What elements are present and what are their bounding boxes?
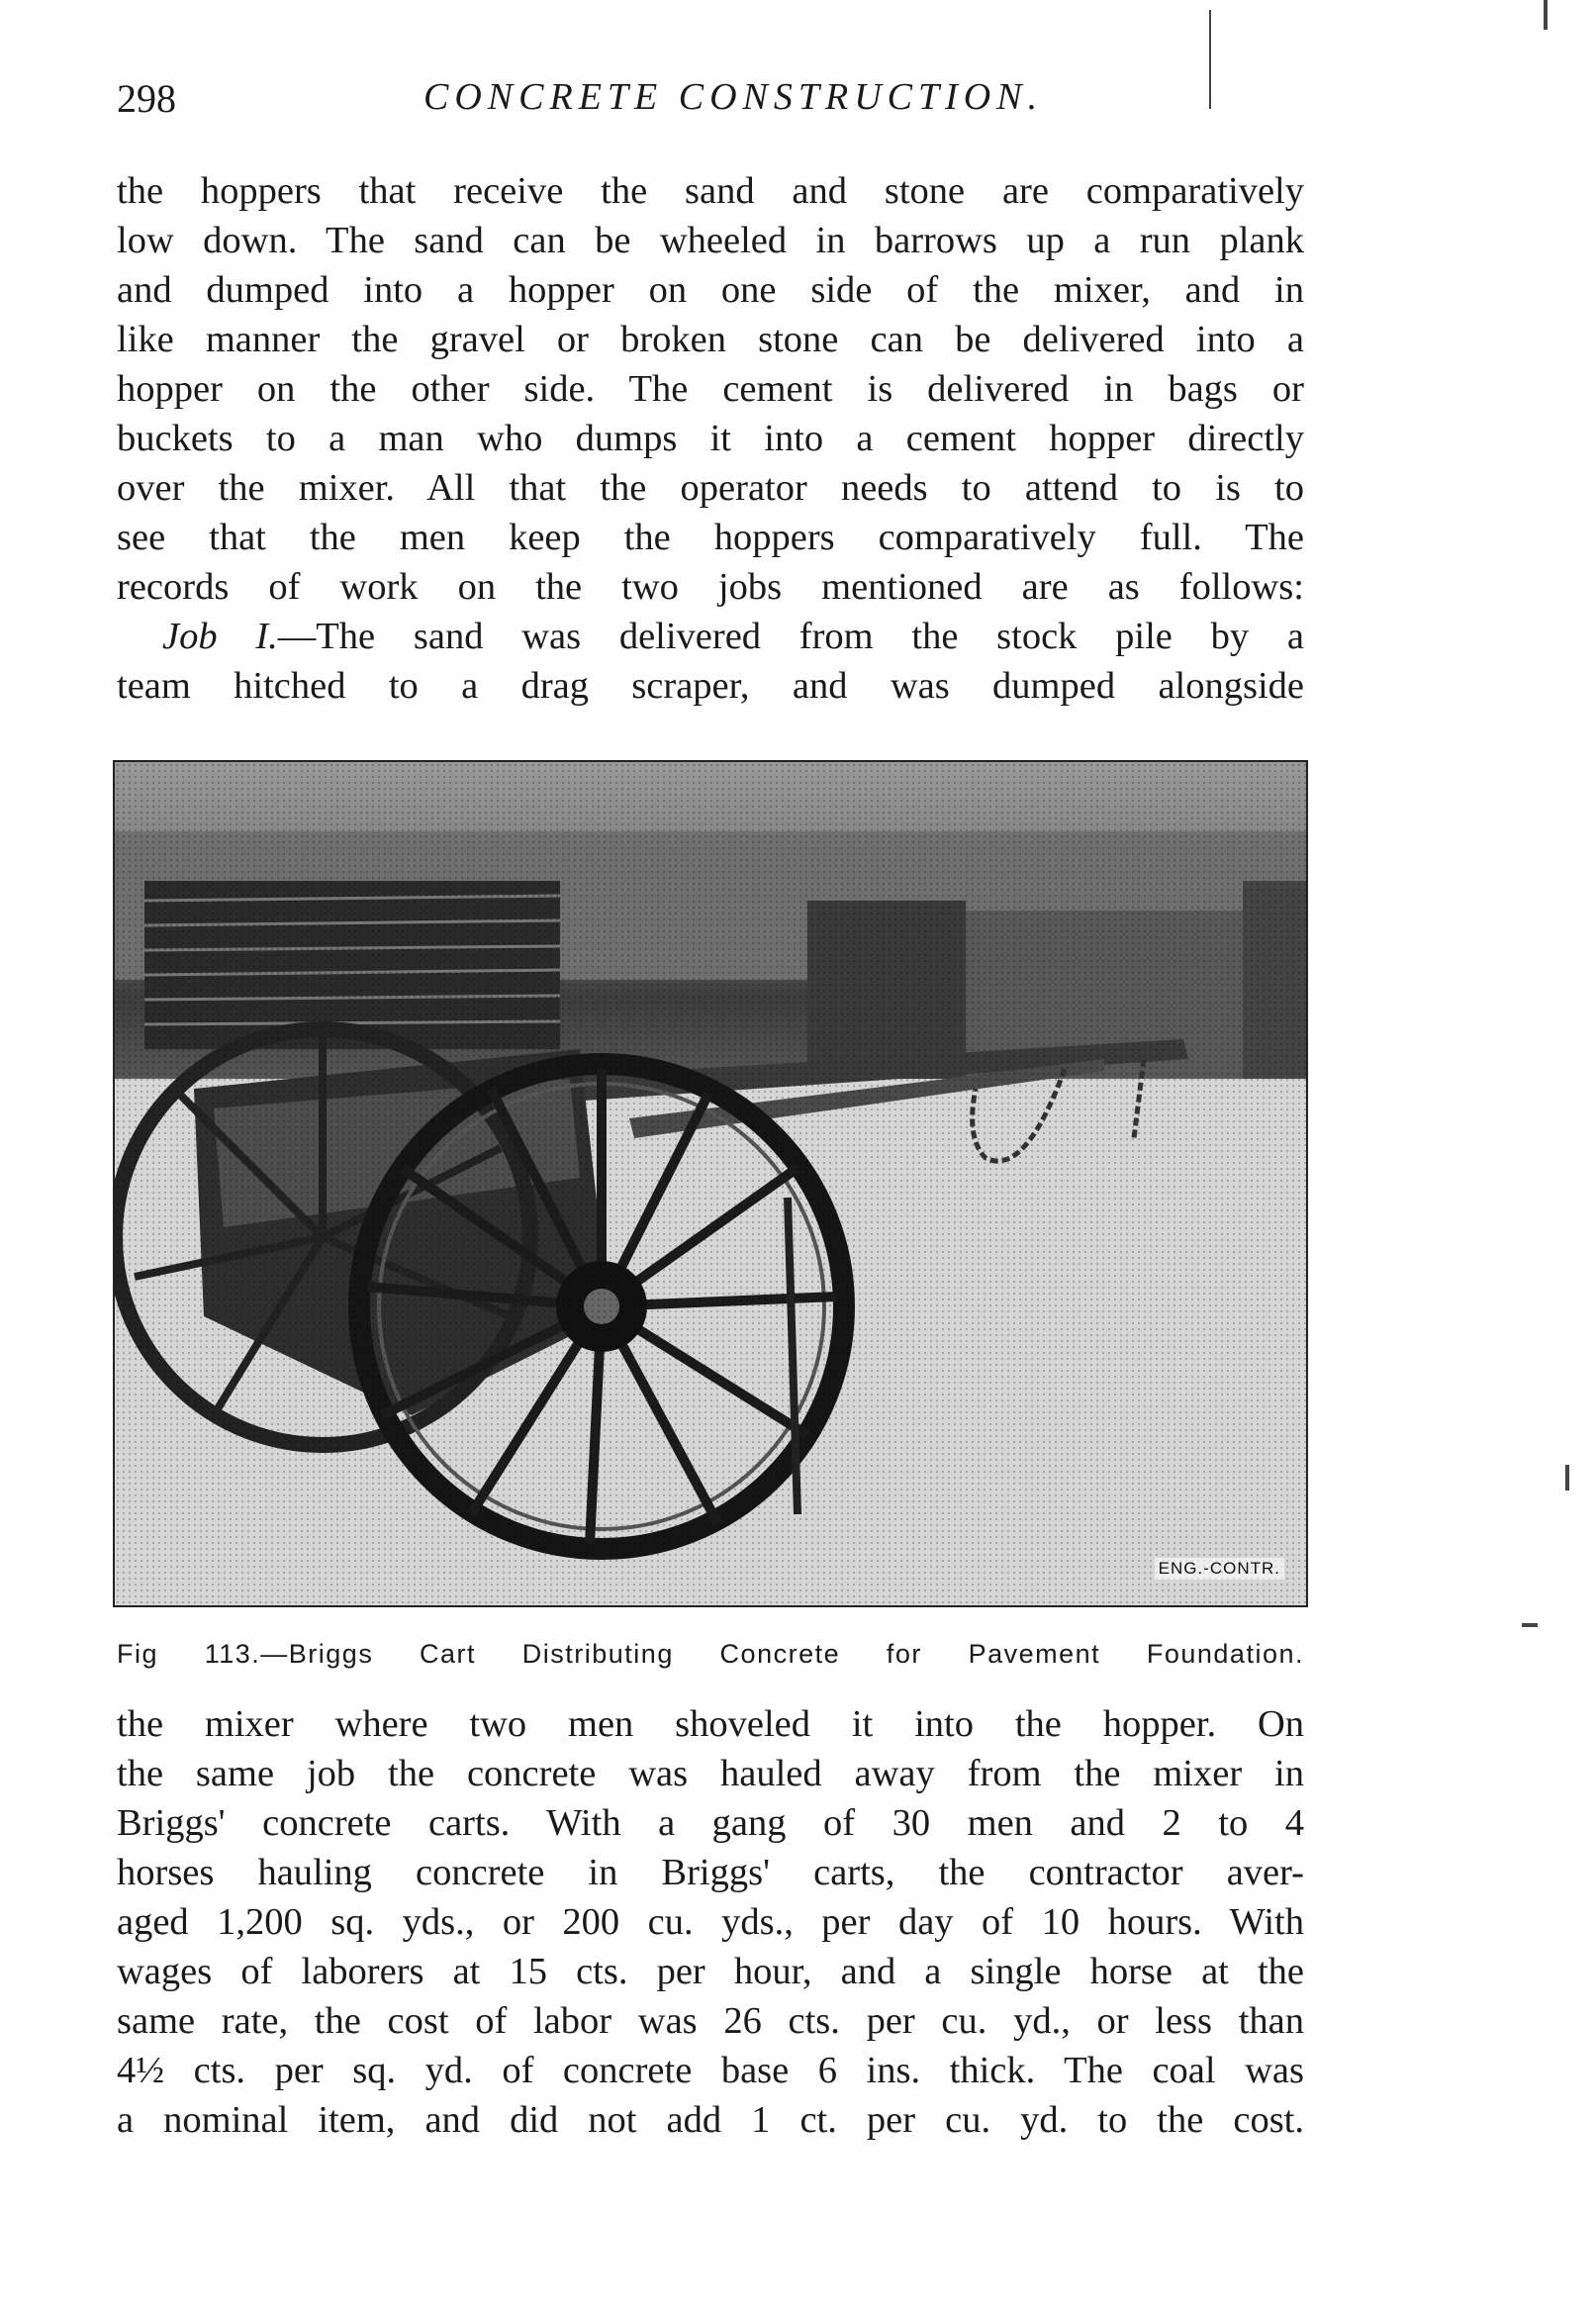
text-line: a nominal item, and did not add 1 ct. per cu. yd. to the cost. (117, 2099, 1304, 2141)
job-line-1-text: —The sand was delivered from the stock pile by a (277, 616, 1304, 657)
figure-caption: Fig 113.—Briggs Cart Distributing Concrete for Pavement Foundation. (117, 1639, 1304, 1669)
text-line: aged 1,200 sq. yds., or 200 cu. yds., per day of 10 hours. With (117, 1901, 1304, 1943)
text-line: and dumped into a hopper on one side of the mixer, and in (117, 269, 1304, 311)
text-line: Briggs' concrete carts. With a gang of 30 men and 2 to 4 (117, 1802, 1304, 1844)
margin-speck-mark (1565, 1465, 1569, 1491)
top-paragraph (117, 166, 1304, 711)
halftone-texture (115, 762, 1306, 1605)
text-line: the mixer where two men shoveled it into the hopper. On (117, 1703, 1304, 1745)
margin-dash-mark (1522, 1623, 1538, 1627)
job-label: Job I. (162, 616, 278, 657)
cart-illustration (115, 762, 1306, 1605)
text-line: the same job the concrete was hauled away from the mixer in (117, 1753, 1304, 1794)
text-line: horses hauling concrete in Briggs' carts, the contractor aver- (117, 1852, 1304, 1893)
running-head (117, 67, 1304, 127)
page-number: 298 (117, 76, 176, 121)
text-line: 4½ cts. per sq. yd. of concrete base 6 ins. thick. The coal was (117, 2050, 1304, 2091)
text-line: wages of laborers at 15 cts. per hour, and a single horse at the (117, 1951, 1304, 1992)
running-title: CONCRETE CONSTRUCTION. (423, 76, 1044, 118)
job-paragraph-line-2: team hitched to a drag scraper, and was dumped alongside (117, 665, 1304, 707)
text-line: like manner the gravel or broken stone can be delivered into a (117, 319, 1304, 360)
text-line: buckets to a man who dumps it into a cement hopper directly (117, 418, 1304, 459)
photo-credit: ENG.-CONTR. (1155, 1558, 1284, 1580)
text-line: over the mixer. All that the operator needs to attend to is to (117, 467, 1304, 509)
text-line: low down. The sand can be wheeled in barrows up a run plank (117, 220, 1304, 261)
margin-corner-mark (1544, 0, 1548, 30)
bottom-paragraph (117, 1699, 1304, 2145)
margin-rule-mark (1209, 10, 1211, 109)
text-line: same rate, the cost of labor was 26 cts. per cu. yd., or less than (117, 2000, 1304, 2042)
text-line: hopper on the other side. The cement is delivered in bags or (117, 368, 1304, 410)
text-line: the hoppers that receive the sand and stone are comparatively (117, 170, 1304, 212)
text-line: records of work on the two jobs mentioned are as follows: (117, 566, 1304, 608)
text-line: see that the men keep the hoppers comparatively full. The (117, 517, 1304, 558)
briggs-cart-photograph (113, 760, 1308, 1607)
job-paragraph-line-1 (117, 612, 1304, 661)
